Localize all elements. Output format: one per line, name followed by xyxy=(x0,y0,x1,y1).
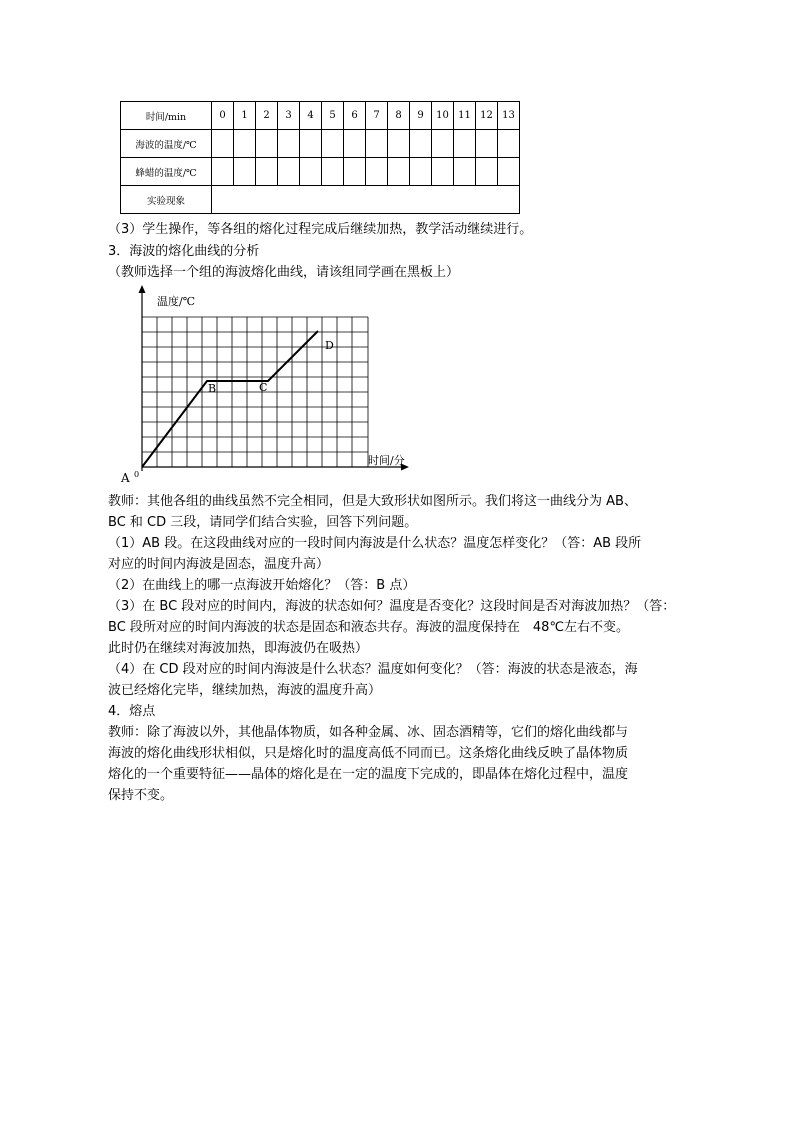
minute-cell: 0 xyxy=(212,102,234,130)
empty-cell xyxy=(410,158,432,186)
question3-line1: （3）在 BC 段对应的时间内，海波的状态如何？温度是否变化？这段时间是否对海波加热？（答： xyxy=(108,599,676,614)
empty-cell xyxy=(278,158,300,186)
empty-cell xyxy=(212,130,234,158)
row-label-wax-temp: 蜂蜡的温度/℃ xyxy=(121,158,212,186)
question1-line2: 对应的时间内海波是固态，温度升高） xyxy=(108,557,330,572)
empty-cell xyxy=(234,130,256,158)
point-label-c: C xyxy=(259,381,268,394)
section3-note: （教师选择一个组的海波熔化曲线，请该组同学画在黑板上） xyxy=(108,265,460,280)
empty-cell xyxy=(498,158,520,186)
empty-cell xyxy=(212,158,234,186)
empty-cell xyxy=(300,158,322,186)
empty-cell xyxy=(256,130,278,158)
question3-line2: BC 段所对应的时间内海波的状态是固态和液态共存。海波的温度保持在 48℃左右不变。 xyxy=(108,620,630,635)
minute-cell: 7 xyxy=(366,102,388,130)
minute-cell: 12 xyxy=(476,102,498,130)
empty-cell xyxy=(322,158,344,186)
minute-cell: 4 xyxy=(300,102,322,130)
empty-cell xyxy=(322,130,344,158)
empty-cell xyxy=(410,130,432,158)
melting-curve-graph xyxy=(120,283,420,483)
empty-cell xyxy=(454,130,476,158)
empty-cell xyxy=(454,158,476,186)
minute-cell: 1 xyxy=(234,102,256,130)
point-label-a: A xyxy=(121,471,130,483)
question3-line3: 此时仍在继续对海波加热，即海波仍在吸热） xyxy=(108,641,369,656)
question4-line2: 波已经熔化完毕，继续加热，海波的温度升高） xyxy=(108,683,382,698)
minute-cell: 11 xyxy=(454,102,476,130)
table-row xyxy=(121,158,520,186)
section4-title: 4．熔点 xyxy=(108,704,156,719)
point-label-d: D xyxy=(325,339,334,352)
empty-cell xyxy=(366,158,388,186)
empty-cell xyxy=(388,158,410,186)
step3-text: （3）学生操作，等各组的熔化过程完成后继续加热，教学活动继续进行。 xyxy=(108,222,533,237)
point-label-b: B xyxy=(208,382,217,395)
minute-cell: 8 xyxy=(388,102,410,130)
teacher-conclusion-line2: 海波的熔化曲线形状相似，只是熔化时的温度高低不同而已。这条熔化曲线反映了晶体物质 xyxy=(108,746,629,761)
empty-cell xyxy=(278,130,300,158)
row-label-hypo-temp: 海波的温度/℃ xyxy=(121,130,212,158)
empty-cell xyxy=(388,130,410,158)
temperature-record-table xyxy=(120,101,520,214)
question2-line: （2）在曲线上的哪一点海波开始熔化？（答：B 点） xyxy=(108,578,416,593)
table-row xyxy=(121,186,520,214)
x-axis-label: 时间/分 xyxy=(368,454,405,467)
empty-cell xyxy=(498,130,520,158)
empty-cell xyxy=(432,130,454,158)
grid xyxy=(142,317,368,467)
phenomenon-cell xyxy=(212,186,520,214)
table-row xyxy=(121,102,520,130)
origin-label: 0 xyxy=(134,470,140,479)
empty-cell xyxy=(476,130,498,158)
empty-cell xyxy=(344,130,366,158)
empty-cell xyxy=(432,158,454,186)
question1-line1: （1）AB 段。在这段曲线对应的一段时间内海波是什么状态？温度怎样变化？（答：AB 段所 xyxy=(108,536,642,551)
empty-cell xyxy=(300,130,322,158)
teacher-conclusion-line4: 保持不变。 xyxy=(108,788,174,803)
minute-cell: 3 xyxy=(278,102,300,130)
table-row xyxy=(121,130,520,158)
empty-cell xyxy=(234,158,256,186)
section3-title: 3．海波的熔化曲线的分析 xyxy=(108,244,260,259)
minute-cell: 13 xyxy=(498,102,520,130)
empty-cell xyxy=(344,158,366,186)
table-header-time: 时间/min xyxy=(121,102,212,130)
y-axis-arrow xyxy=(139,285,146,293)
y-axis-label: 温度/℃ xyxy=(157,295,196,308)
row-label-phenomenon: 实验现象 xyxy=(121,186,212,214)
minute-cell: 5 xyxy=(322,102,344,130)
minute-cell: 9 xyxy=(410,102,432,130)
minute-cell: 10 xyxy=(432,102,454,130)
teacher-conclusion-line3: 熔化的一个重要特征——晶体的熔化是在一定的温度下完成的，即晶体在熔化过程中，温度 xyxy=(108,767,629,782)
empty-cell xyxy=(256,158,278,186)
teacher-intro-line2: BC 和 CD 三段，请同学们结合实验，回答下列问题。 xyxy=(108,515,418,530)
empty-cell xyxy=(366,130,388,158)
teacher-conclusion-line1: 教师：除了海波以外，其他晶体物质，如各种金属、冰、固态酒精等，它们的熔化曲线都与 xyxy=(108,725,629,740)
question4-line1: （4）在 CD 段对应的时间内海波是什么状态？温度如何变化？（答：海波的状态是液态，海 xyxy=(108,662,638,677)
teacher-intro-line1: 教师：其他各组的曲线虽然不完全相同，但是大致形状如图所示。我们将这一曲线分为 AB、 xyxy=(108,494,637,509)
minute-cell: 2 xyxy=(256,102,278,130)
empty-cell xyxy=(476,158,498,186)
minute-cell: 6 xyxy=(344,102,366,130)
